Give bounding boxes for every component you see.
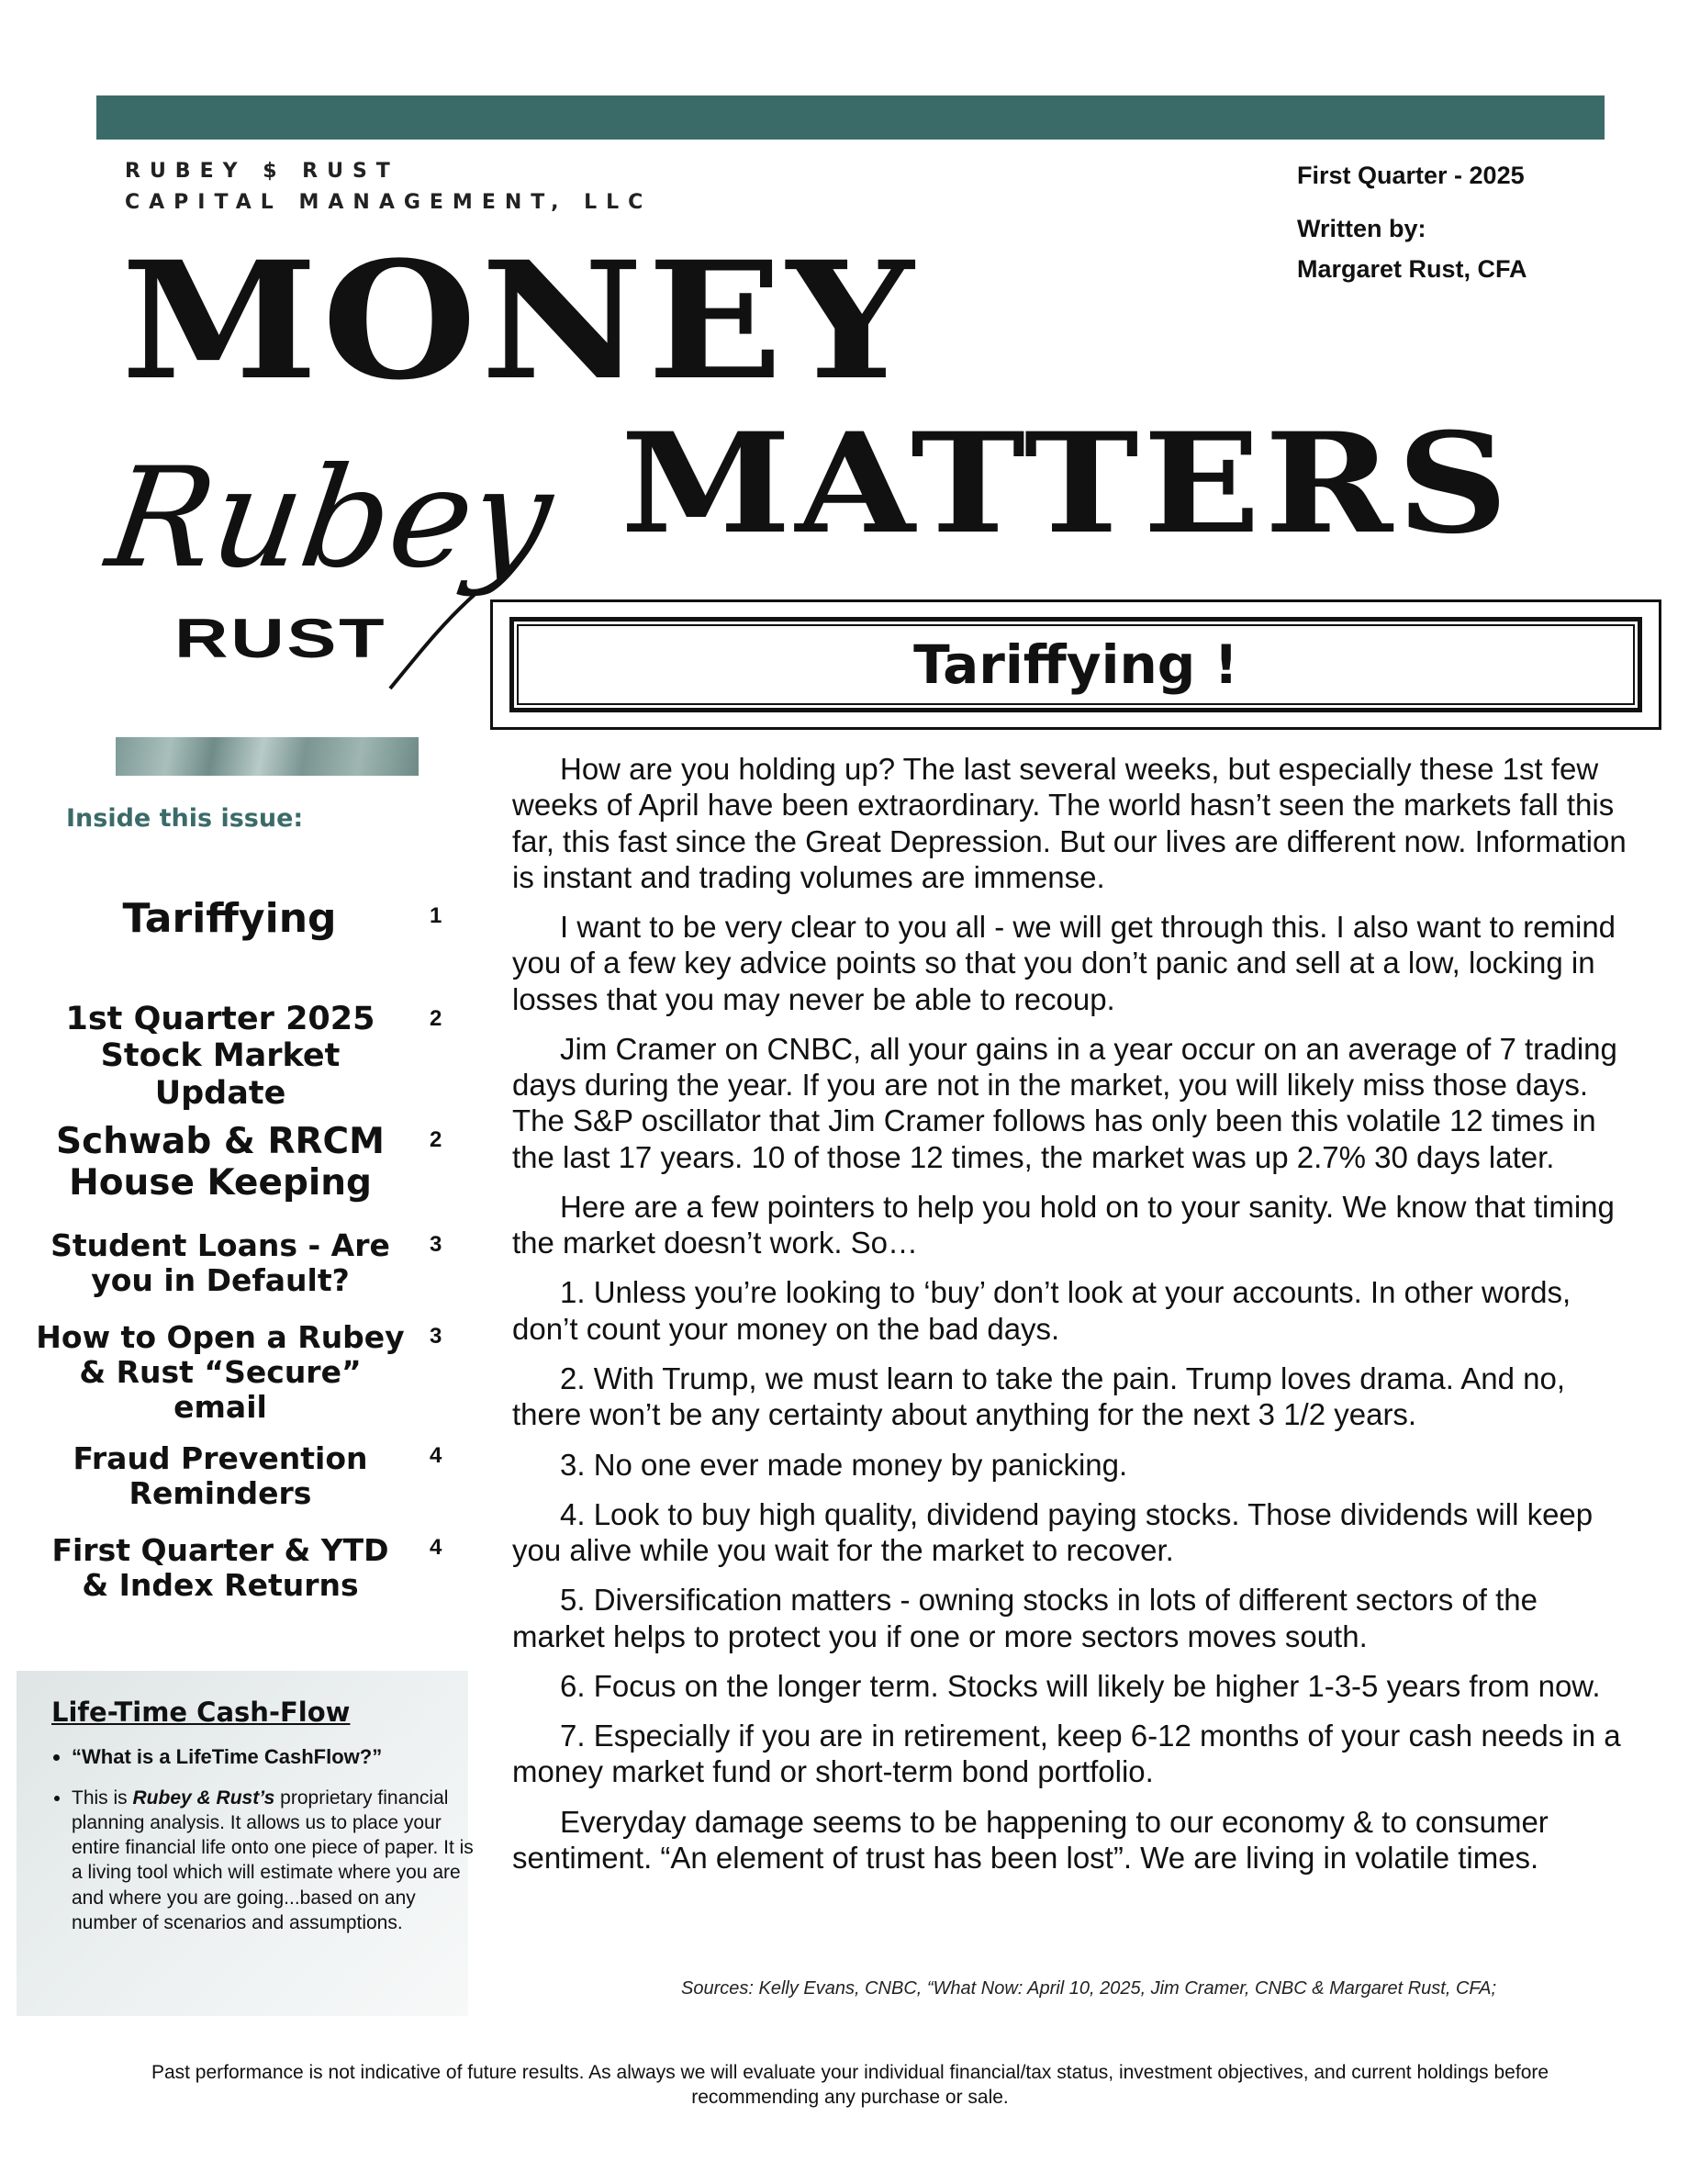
article-paragraph: Everyday damage seems to be happening to our economy & to consumer sentiment. “An element of trust has been lost”. We are living in volatile times.: [512, 1804, 1549, 1875]
list-item: [72, 1744, 483, 1771]
article-paragraph: 7. Especially if you are in retirement, keep 6-12 months of your cash needs in a money market fund or short-term bond portfolio.: [512, 1719, 1621, 1789]
list-item: [72, 1786, 483, 1936]
inside-issue-label: Inside this issue:: [66, 804, 304, 833]
logo-script-rubey: Rubey: [98, 439, 562, 599]
article-paragraph: 2. With Trump, we must learn to take the pain. Trump loves drama. And no, there won’t be any certainty about anything for the next 3 1/2 years.: [512, 1361, 1566, 1432]
toc-item-title[interactable]: Schwab & RRCM House Keeping: [56, 1121, 385, 1204]
article-body: [512, 751, 1634, 1876]
toc-item-title[interactable]: First Quarter & YTD & Index Returns: [51, 1532, 389, 1603]
footer-disclaimer: Past performance is not indicative of future results. As always we will evaluate your individual financial/tax status, investment objectives, and current holdings before recommending any purchase or sale.: [151, 2062, 1549, 2109]
article-paragraph: 6. Focus on the longer term. Stocks will likely be higher 1-3-5 years from now.: [560, 1668, 1601, 1703]
company-name-line2: CAPITAL MANAGEMENT, LLC: [125, 191, 653, 214]
bullet-question: “What is a LifeTime CashFlow?”: [72, 1745, 383, 1768]
toc-item-title[interactable]: Fraud Prevention Reminders: [73, 1440, 368, 1511]
headline-title: Tariffying !: [913, 633, 1238, 696]
toc-item-page: 2: [430, 1127, 442, 1152]
toc-item-title[interactable]: 1st Quarter 2025 Stock Market Update: [65, 1001, 375, 1112]
lifetime-cashflow-box: [17, 1671, 474, 2016]
toc-item-title[interactable]: Tariffying: [122, 895, 337, 942]
bullet-text-post: proprietary financial planning analysis. It allows us to place your entire financial life onto one piece of paper. It is a living tool which will estimate where you are and where you are going...based on any number of scenarios and assumptions.: [72, 1786, 474, 1934]
toc-item-title[interactable]: How to Open a Rubey & Rust “Secure” email: [36, 1319, 405, 1425]
bullet-text-emphasis: Rubey & Rust’s: [132, 1786, 275, 1809]
toc-item-title[interactable]: Student Loans - Are you in Default?: [50, 1227, 390, 1298]
article-paragraph: How are you holding up? The last several weeks, but especially these 1st few weeks of April have been extraordinary. The world hasn’t seen the markets fall this far, this fast since the Great Depression. But our lives are different now. Information is instant and trading volumes are immense.: [512, 752, 1627, 894]
lifetime-cashflow-list: [35, 1744, 483, 1950]
issue-quarter: First Quarter - 2025: [1297, 162, 1525, 189]
marble-decoration: [116, 737, 419, 776]
bullet-text-pre: This is: [72, 1786, 133, 1809]
article-sources: Sources: Kelly Evans, CNBC, “What Now: April 10, 2025, Jim Cramer, CNBC & Margaret Rust, CFA;: [681, 1978, 1497, 1999]
article-paragraph: 1. Unless you’re looking to ‘buy’ don’t look at your accounts. In other words, don’t count your money on the bad days.: [512, 1275, 1571, 1346]
article-paragraph: I want to be very clear to you all - we will get through this. I also want to remind you of a few key advice points so that you don’t panic and sell at a low, locking in losses that you may never be able to recoup.: [512, 910, 1616, 1016]
logo-block-rust: RUST: [174, 608, 387, 669]
lifetime-cashflow-heading: Life-Time Cash-Flow: [51, 1697, 351, 1728]
article-paragraph: 5. Diversification matters - owning stocks in lots of different sectors of the market helps to protect you if one or more sectors moves south.: [512, 1583, 1538, 1653]
masthead-title-matters: MATTERS: [621, 403, 1513, 565]
toc-item-page: 3: [430, 1324, 442, 1349]
toc-item-page: 1: [430, 903, 442, 928]
article-paragraph: Jim Cramer on CNBC, all your gains in a year occur on an average of 7 trading days during the year. If you are not in the market, you will likely miss those days. The S&P oscillator that Jim Cramer follows has only been this volatile 12 times in the last 17 years. 10 of those 12 times, the market was up 2.7% 30 days later.: [512, 1031, 1617, 1174]
article-paragraph: 4. Look to buy high quality, dividend paying stocks. Those dividends will keep you alive while you wait for the market to recover.: [512, 1496, 1594, 1568]
toc-item-page: 4: [430, 1535, 442, 1560]
toc-item-page: 3: [430, 1232, 442, 1257]
toc-item-page: 4: [430, 1443, 442, 1468]
company-name: [125, 156, 652, 218]
article-paragraph: 3. No one ever made money by panicking.: [560, 1447, 1128, 1482]
author-name: Margaret Rust, CFA: [1297, 255, 1527, 283]
headline-box: [490, 599, 1661, 730]
toc-item-page: 2: [430, 1006, 442, 1031]
logo-flourish-icon: [386, 588, 487, 698]
company-name-line1: RUBEY $ RUST: [125, 160, 399, 183]
headline-inner-frame: [509, 617, 1642, 712]
written-by-label: Written by:: [1297, 215, 1426, 242]
article-paragraph: Here are a few pointers to help you hold on to your sanity. We know that timing the market doesn’t work. So…: [512, 1189, 1615, 1260]
header-color-bar: [96, 95, 1605, 140]
masthead-title-money: MONEY: [121, 226, 918, 416]
